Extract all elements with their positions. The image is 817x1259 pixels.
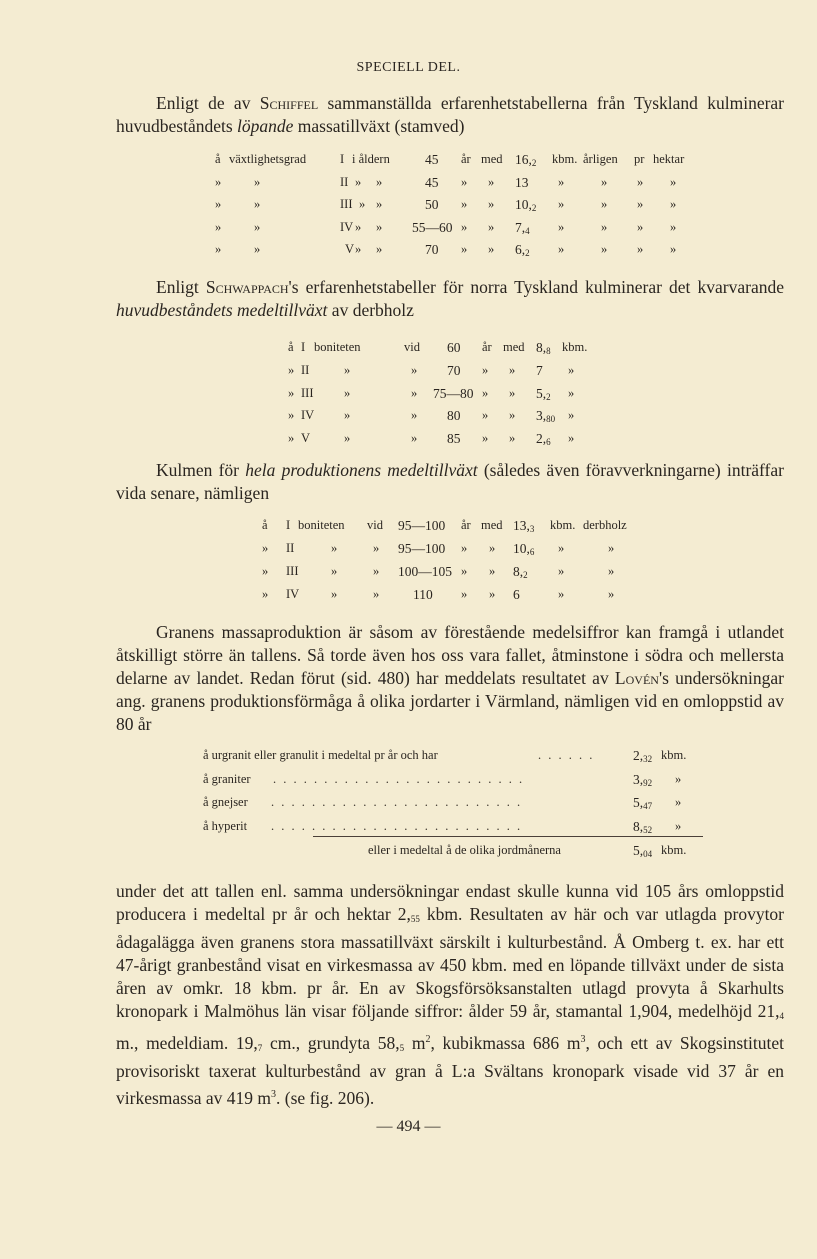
paragraph-schiffel xyxy=(116,92,784,138)
subscript: 7 xyxy=(257,1042,263,1053)
cell: » xyxy=(344,385,351,400)
value-decimal: 47 xyxy=(643,801,653,811)
value-int: 16, xyxy=(515,152,532,167)
text: av derbholz xyxy=(327,300,414,320)
cell: boniteten xyxy=(314,340,361,354)
cell-class: II xyxy=(286,541,295,555)
cell: » xyxy=(355,174,362,189)
text: Enligt xyxy=(156,277,206,297)
soil-average-value xyxy=(633,843,652,859)
cell: » xyxy=(601,197,608,211)
author-name: Schiffel xyxy=(259,93,319,113)
cell: » xyxy=(670,219,677,234)
cell: » xyxy=(376,242,383,256)
subscript: 5 xyxy=(399,1042,405,1053)
cell: » xyxy=(670,197,677,211)
cell: » xyxy=(509,431,516,446)
superscript: 3 xyxy=(580,1034,586,1045)
paragraph-kulmen xyxy=(116,459,784,505)
cell-class: III xyxy=(301,385,314,400)
cell: » xyxy=(488,219,495,234)
value-int: 3, xyxy=(536,408,547,424)
cell: med xyxy=(481,518,503,532)
text: under det att tallen enl. samma undersökningar endast skulle kunna vid 105 års omloppstid producera i medeltal pr år och hektar 2, xyxy=(116,881,784,924)
cell-value xyxy=(515,175,529,191)
cell: » xyxy=(601,174,608,189)
cell-class: III xyxy=(340,197,353,211)
cell: år xyxy=(461,518,471,532)
cell-class: V xyxy=(345,242,355,256)
cell: » xyxy=(558,587,565,601)
cell: » xyxy=(262,564,269,578)
cell-class: I xyxy=(340,152,345,166)
superscript: 3 xyxy=(271,1088,277,1100)
cell: » xyxy=(411,385,418,400)
cell: » xyxy=(344,408,351,423)
author-name: Lovén xyxy=(614,668,659,688)
cell: » xyxy=(558,197,565,211)
text: m., medeldiam. 19, xyxy=(116,1032,258,1053)
cell: boniteten xyxy=(298,518,345,532)
leader-dots: . . . . . . xyxy=(538,748,595,762)
paragraph-schwappach xyxy=(116,276,784,322)
cell-age: 55—60 xyxy=(412,219,453,235)
cell: » xyxy=(568,385,575,400)
cell: » xyxy=(461,541,468,555)
cell: » xyxy=(355,219,362,234)
cell: » xyxy=(637,174,644,189)
cell: » xyxy=(637,219,644,234)
cell: » xyxy=(215,197,222,211)
text: massatillväxt (stamved) xyxy=(293,116,465,136)
cell: » xyxy=(568,431,575,446)
paragraph-granens xyxy=(116,621,784,736)
cell: » xyxy=(601,219,608,234)
cell: » xyxy=(461,242,468,256)
cell: » xyxy=(461,197,468,211)
cell-age: 95—100 xyxy=(398,518,446,533)
cell-value xyxy=(513,518,534,534)
cell-age: 75—80 xyxy=(433,385,474,401)
cell: » xyxy=(488,197,495,211)
cell: » xyxy=(558,242,565,256)
cell-value xyxy=(515,242,530,258)
cell: » xyxy=(489,541,496,555)
cell: » xyxy=(215,242,222,256)
value-decimal: 92 xyxy=(643,777,653,788)
cell: » xyxy=(637,242,644,256)
value-decimal: 2 xyxy=(531,158,537,168)
soil-unit: kbm. xyxy=(661,748,687,762)
value-int: 5, xyxy=(536,385,547,401)
cell: » xyxy=(482,408,489,423)
text: sammanställda erfarenhetstabellerna från Tyskland kulminerar huvudbeståndets xyxy=(116,93,785,136)
cell-value xyxy=(536,363,543,379)
text: 's erfarenhetstabeller för norra Tyskland kulminerar det kvarvarande xyxy=(288,277,785,297)
cell: » xyxy=(373,541,380,555)
cell: » xyxy=(288,431,295,446)
cell-age: 95—100 xyxy=(398,541,446,556)
soil-average-unit: kbm. xyxy=(661,843,687,857)
cell-value xyxy=(515,152,536,168)
cell: » xyxy=(608,587,615,601)
cell: » xyxy=(670,174,677,189)
leader-dots: . . . . . . . . . . . . . . . . . . . . . . . . . xyxy=(271,818,523,833)
cell: » xyxy=(568,362,575,377)
text: cm., grundyta 58, xyxy=(262,1032,400,1053)
value-int: 13 xyxy=(515,174,529,190)
cell: » xyxy=(558,564,565,578)
cell: å xyxy=(215,152,221,166)
value-int: 8, xyxy=(633,818,644,834)
value-decimal: 52 xyxy=(643,824,653,835)
sum-line xyxy=(313,836,703,837)
value-decimal: 2 xyxy=(523,570,528,580)
value-int: 2, xyxy=(633,748,644,763)
value-int: 10, xyxy=(515,197,532,212)
cell: » xyxy=(509,408,516,423)
text: (således även föravverkningarne) inträffar vida senare, nämligen xyxy=(116,460,784,503)
page-number: — 494 — xyxy=(376,1118,441,1135)
cell: » xyxy=(254,219,261,234)
cell: » xyxy=(601,242,608,256)
cell: » xyxy=(670,242,677,256)
value-decimal: 4 xyxy=(525,225,530,236)
cell: år xyxy=(482,340,492,354)
cell: » xyxy=(482,385,489,400)
cell: » xyxy=(376,197,383,211)
cell: hektar xyxy=(653,152,685,166)
emphasis: hela produktionens medeltillväxt xyxy=(245,460,478,480)
author-name: Schwappach xyxy=(205,277,289,297)
cell: » xyxy=(482,362,489,377)
cell: » xyxy=(637,197,644,211)
cell: derbholz xyxy=(583,518,627,532)
cell: » xyxy=(482,431,489,446)
text: Granens massaproduktion är såsom av förestående medelsiffror kan framgå i utlandet åtskilligt större än tallens. Så torde även hos oss vara fallet, åtminstone i södra och mellersta delarne av landet. Redan förut (sid. 480) har meddelats resultatet av xyxy=(116,622,784,688)
cell: kbm. xyxy=(550,518,576,532)
soil-average-label: eller i medeltal å de olika jordmånerna xyxy=(368,843,561,857)
cell-value xyxy=(513,587,520,603)
text: Kulmen för xyxy=(156,460,246,480)
cell: » xyxy=(288,385,295,400)
cell: » xyxy=(608,564,615,578)
soil-value xyxy=(633,748,652,764)
cell: » xyxy=(411,362,418,377)
leader-dots: . . . . . . . . . . . . . . . . . . . . . . . . . xyxy=(273,771,525,786)
cell-class: IV xyxy=(286,587,300,601)
cell-class: III xyxy=(286,564,299,578)
cell-class: V xyxy=(301,431,311,446)
emphasis: huvudbeståndets xyxy=(116,300,233,320)
value-decimal: 3 xyxy=(529,524,535,534)
cell: » xyxy=(411,431,418,446)
cell-class: IV xyxy=(301,408,315,423)
cell: » xyxy=(489,587,496,601)
cell-value xyxy=(515,220,530,236)
cell: växtlighetsgrad xyxy=(229,152,307,166)
cell: » xyxy=(376,219,383,234)
emphasis: medeltillväxt xyxy=(237,300,328,320)
cell: » xyxy=(461,219,468,234)
emphasis: löpande xyxy=(237,116,294,136)
value-int: 8, xyxy=(536,340,547,355)
cell: » xyxy=(558,541,565,555)
cell-class: II xyxy=(301,362,310,377)
cell-class: I xyxy=(286,518,291,532)
cell-value xyxy=(515,197,536,213)
cell: » xyxy=(344,362,351,377)
soil-unit: » xyxy=(675,795,682,809)
text: m xyxy=(404,1032,426,1053)
cell: » xyxy=(215,174,222,189)
cell-age: 100—105 xyxy=(398,564,452,579)
cell: » xyxy=(488,242,495,256)
text: , och ett av Skogsinstitutet provisoriskt taxerat kulturbestånd av gran å L:a Svältans kronopark visade vid 37 år en virkesmassa av 419 m xyxy=(116,1032,784,1108)
soil-unit: » xyxy=(675,818,682,833)
cell-age: 110 xyxy=(413,587,433,602)
subscript: 55 xyxy=(410,914,420,924)
cell: » xyxy=(489,564,496,578)
soil-label: å graniter xyxy=(203,771,251,786)
cell: årligen xyxy=(583,152,618,166)
value-int: 2, xyxy=(536,431,547,447)
cell: » xyxy=(568,408,575,423)
soil-label: å hyperit xyxy=(203,818,248,833)
soil-label: å gnejser xyxy=(203,795,248,809)
value-int: 6, xyxy=(515,242,526,257)
value-decimal: 2 xyxy=(531,203,537,213)
text: , kubikmassa 686 m xyxy=(430,1032,581,1053)
cell: » xyxy=(254,174,261,189)
cell: » xyxy=(359,197,366,211)
cell-age: 45 xyxy=(425,152,439,167)
cell: å xyxy=(288,340,294,354)
cell: år xyxy=(461,152,471,166)
cell-age: 45 xyxy=(425,174,439,190)
value-decimal: 80 xyxy=(546,414,556,425)
value-decimal: 2 xyxy=(525,248,530,258)
cell: » xyxy=(558,219,565,234)
cell-age: 60 xyxy=(447,340,461,355)
value-decimal: 2 xyxy=(546,391,551,402)
subscript: 4 xyxy=(779,1011,784,1021)
cell: » xyxy=(373,564,380,578)
paragraph-tallen xyxy=(116,880,784,1110)
text: 's undersökningar ang. granens produktionsförmåga å olika jordarter i Värmland, nämligen vid en omloppstid av 80 år xyxy=(116,668,784,734)
text: . (se fig. 206). xyxy=(276,1087,375,1108)
cell: » xyxy=(509,362,516,377)
cell: » xyxy=(254,197,261,211)
cell: vid xyxy=(367,518,383,532)
cell: » xyxy=(461,174,468,189)
text: Enligt de av xyxy=(156,93,260,113)
cell-class: I xyxy=(301,340,306,354)
value-int: 5, xyxy=(633,795,644,810)
soil-value xyxy=(633,795,652,811)
value-decimal: 32 xyxy=(643,754,653,764)
value-int: 6 xyxy=(513,587,520,602)
cell: » xyxy=(288,408,295,423)
cell: » xyxy=(509,385,516,400)
superscript: 2 xyxy=(425,1034,431,1045)
cell: » xyxy=(488,174,495,189)
cell-class: II xyxy=(340,174,349,189)
cell-value xyxy=(536,408,555,424)
cell-age: 80 xyxy=(447,408,461,424)
cell: » xyxy=(461,587,468,601)
soil-unit: » xyxy=(675,771,682,786)
value-int: 7 xyxy=(536,362,543,378)
value-int: 10, xyxy=(513,541,530,556)
cell: » xyxy=(331,564,338,578)
cell: » xyxy=(461,564,468,578)
leader-dots: . . . . . . . . . . . . . . . . . . . . . . . . . xyxy=(271,795,523,809)
cell: » xyxy=(331,587,338,601)
soil-label: å urgranit eller granulit i medeltal pr år och har xyxy=(203,748,438,762)
value-decimal: 8 xyxy=(546,346,551,356)
value-int: 13, xyxy=(513,518,530,533)
value-int: 5, xyxy=(633,843,644,858)
cell-age: 85 xyxy=(447,431,461,447)
cell: med xyxy=(503,340,525,354)
cell: kbm. xyxy=(552,152,578,166)
value-int: 3, xyxy=(633,771,644,787)
cell-value xyxy=(513,541,534,557)
cell: » xyxy=(215,219,222,234)
cell: » xyxy=(331,541,338,555)
cell: » xyxy=(262,587,269,601)
cell-value xyxy=(513,564,528,580)
cell-age: 70 xyxy=(447,362,461,378)
cell: » xyxy=(254,242,261,256)
cell-value xyxy=(536,386,551,402)
cell: » xyxy=(411,408,418,423)
cell: » xyxy=(344,431,351,446)
cell: pr xyxy=(634,152,645,166)
cell-class: IV xyxy=(340,219,354,234)
cell: kbm. xyxy=(562,340,588,354)
cell-age: 50 xyxy=(425,197,439,212)
cell: vid xyxy=(404,340,420,354)
cell: » xyxy=(288,362,295,377)
cell: » xyxy=(376,174,383,189)
cell: » xyxy=(262,541,269,555)
value-decimal: 6 xyxy=(546,437,551,448)
text: kbm. Resultaten av här och var utlagda provytor ådagalägga även granens stora massatillväxt särskilt i kulturbestånd. Å Omberg t. ex. har ett 47-årigt granbestånd visat en virkesmassa av 450 kbm. med en löpande tillväxt under de sista åren av omkr. 18 kbm. pr år. En av Skogsförsöksanstalten utlagd provyta å Skarhults kronopark i Malmöhus län visar följande siffror: ålder 59 år, stamantal 1,904, medelhöjd 21, xyxy=(116,904,785,1021)
cell: » xyxy=(373,587,380,601)
cell: » xyxy=(558,174,565,189)
cell: å xyxy=(262,518,268,532)
soil-value xyxy=(633,819,652,835)
value-decimal: 04 xyxy=(643,849,653,859)
value-decimal: 6 xyxy=(529,547,535,557)
value-int: 7, xyxy=(515,219,526,235)
cell: » xyxy=(355,242,362,256)
cell-age: 70 xyxy=(425,242,439,257)
cell-value xyxy=(536,340,551,356)
running-header: SPECIELL DEL. xyxy=(356,60,461,75)
value-int: 8, xyxy=(513,564,524,579)
cell-value xyxy=(536,431,551,447)
cell: » xyxy=(608,541,615,555)
cell: i åldern xyxy=(352,152,390,166)
cell: med xyxy=(481,152,503,166)
soil-value xyxy=(633,772,652,788)
